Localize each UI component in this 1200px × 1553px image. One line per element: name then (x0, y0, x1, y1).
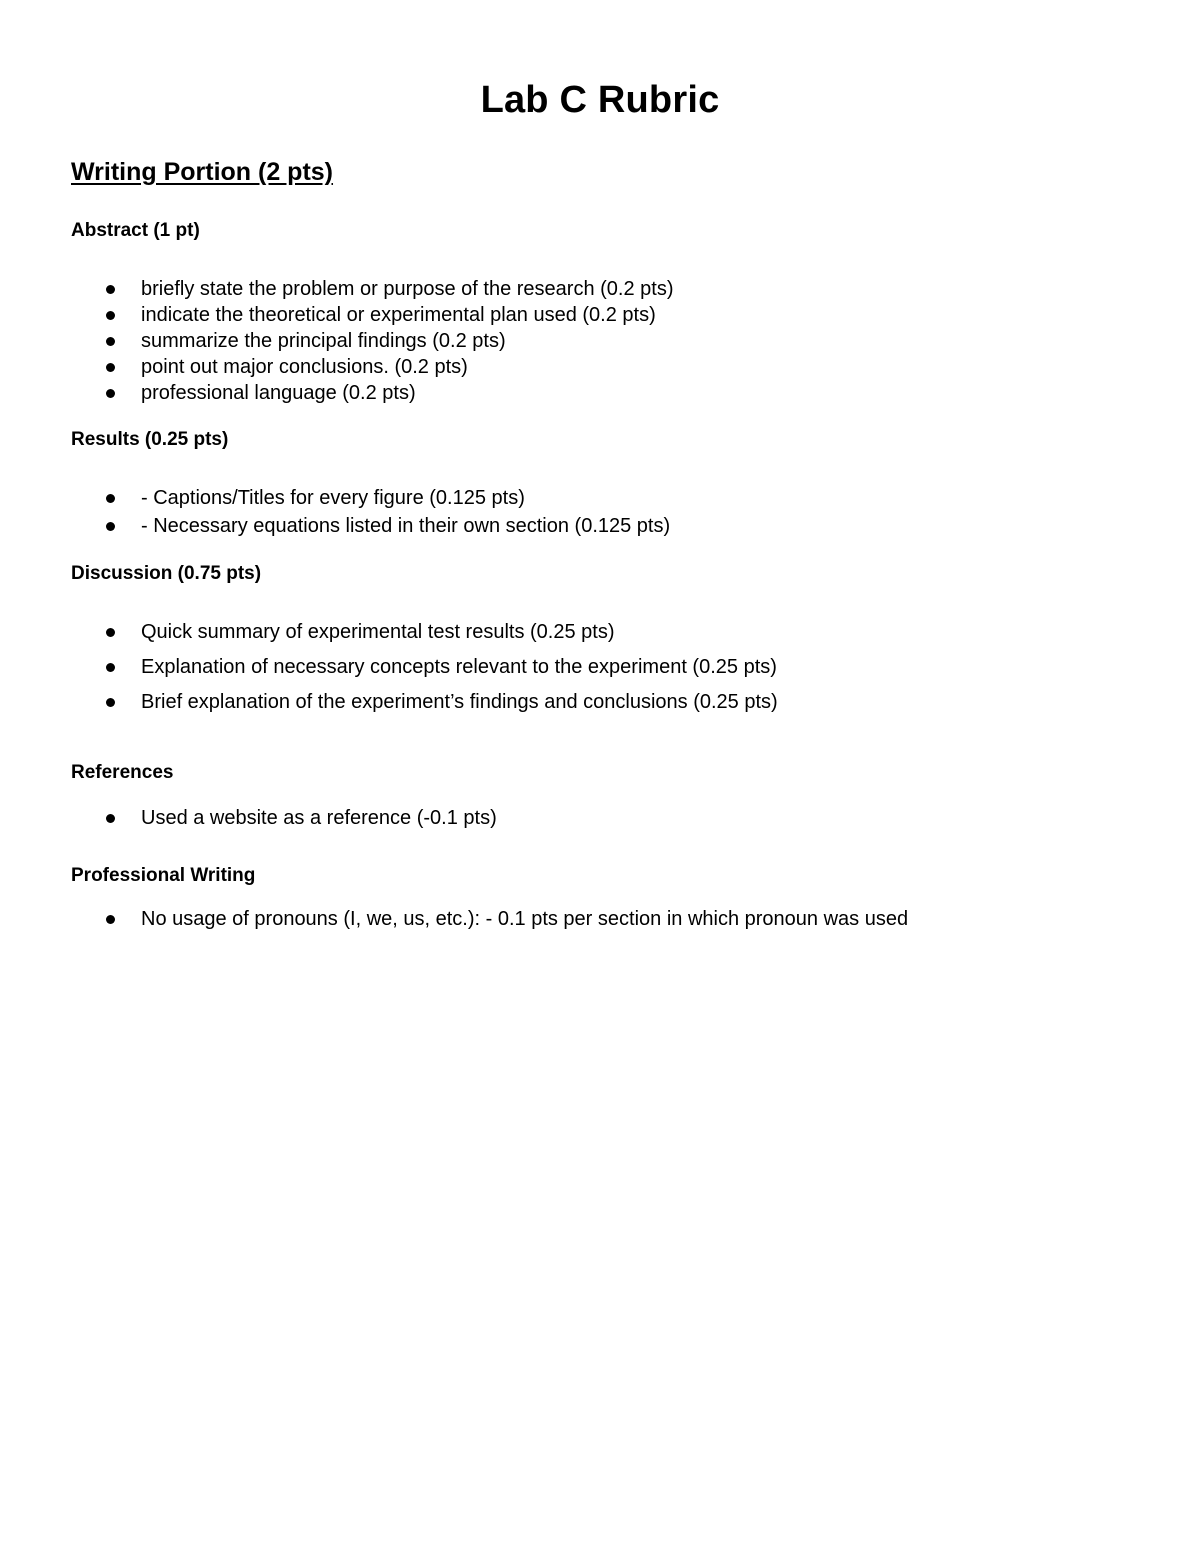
list-item (0, 513, 1200, 541)
bullet-icon (106, 698, 115, 707)
document-title: Lab C Rubric (480, 79, 720, 121)
list-item (0, 380, 1200, 406)
bullet-icon (106, 628, 115, 637)
subheading-references: References (71, 762, 174, 783)
bullet-icon (106, 363, 115, 372)
list-item (0, 619, 1200, 654)
bullet-icon (106, 915, 115, 924)
bullet-icon (106, 663, 115, 672)
list-item-text: point out major conclusions. (0.2 pts) (141, 356, 468, 378)
list-item-text: - Captions/Titles for every figure (0.125 pts) (141, 487, 525, 509)
subheading-abstract: Abstract (1 pt) (71, 220, 200, 241)
list-item (0, 354, 1200, 380)
subheading-professional-writing: Professional Writing (71, 865, 256, 886)
bullet-icon (106, 389, 115, 398)
section-heading-writing-portion: Writing Portion (2 pts) (71, 158, 334, 186)
bullet-icon (106, 522, 115, 531)
list-item (0, 906, 1200, 932)
bullet-icon (106, 311, 115, 320)
list-item-text: summarize the principal findings (0.2 pts) (141, 330, 506, 352)
abstract-list (0, 276, 1200, 406)
bullet-icon (106, 285, 115, 294)
subheading-discussion: Discussion (0.75 pts) (71, 563, 262, 584)
list-item (0, 805, 1200, 831)
list-item-text: professional language (0.2 pts) (141, 382, 416, 404)
list-item-text: Explanation of necessary concepts relevant to the experiment (0.25 pts) (141, 656, 777, 678)
list-item-text: indicate the theoretical or experimental plan used (0.2 pts) (141, 304, 656, 326)
professional-writing-list (0, 906, 1200, 932)
list-item (0, 302, 1200, 328)
list-item-text: Quick summary of experimental test results (0.25 pts) (141, 621, 615, 643)
bullet-icon (106, 494, 115, 503)
results-list (0, 485, 1200, 541)
subheading-results: Results (0.25 pts) (71, 429, 229, 450)
bullet-icon (106, 814, 115, 823)
list-item-text: No usage of pronouns (I, we, us, etc.): - 0.1 pts per section in which pronoun was used (141, 908, 909, 930)
references-list (0, 805, 1200, 831)
list-item-text: Brief explanation of the experiment’s findings and conclusions (0.25 pts) (141, 691, 778, 713)
list-item-text: - Necessary equations listed in their own section (0.125 pts) (141, 515, 671, 537)
list-item (0, 276, 1200, 302)
discussion-list (0, 619, 1200, 724)
list-item (0, 654, 1200, 689)
list-item-text: briefly state the problem or purpose of the research (0.2 pts) (141, 278, 674, 300)
list-item (0, 689, 1200, 724)
list-item (0, 328, 1200, 354)
bullet-icon (106, 337, 115, 346)
list-item (0, 485, 1200, 513)
list-item-text: Used a website as a reference (-0.1 pts) (141, 807, 497, 829)
